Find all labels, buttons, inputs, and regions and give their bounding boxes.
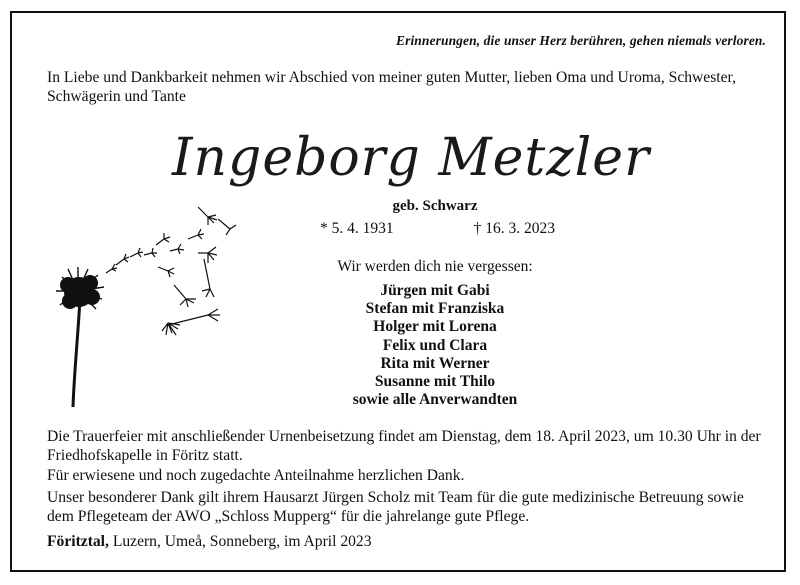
mourner-item: Jürgen mit Gabi (380, 282, 490, 299)
place-name: Föritztal, (47, 533, 109, 550)
thanks-text: Für erwiesene und noch zugedachte Anteilnahme herzlichen Dank. (47, 467, 465, 484)
mourner-item: Susanne mit Thilo (374, 373, 496, 391)
mourner-item: sowie alle Anverwandten (352, 391, 518, 409)
motto: Erinnerungen, die unser Herz berühren, gehen niemals verloren. (395, 33, 766, 48)
mourner-item: Felix und Clara (382, 336, 488, 354)
never-forget-line: Wir werden dich nie vergessen: (337, 258, 533, 275)
intro-text: In Liebe und Dankbarkeit nehmen wir Abschied von meiner guten Mutter, lieben Oma und Uroma, Schwester, Schwägerin und Tante (47, 69, 737, 105)
death-date: † 16. 3. 2023 (473, 220, 555, 237)
locations-date: Luzern, Umeå, Sonneberg, im April 2023 (112, 533, 372, 550)
life-dates (320, 220, 555, 238)
mourner-item: Rita mit Werner (380, 354, 490, 372)
funeral-info: Die Trauerfeier mit anschließender Urnenbeisetzung findet am Dienstag, dem 18. April 2023, um 10.30 Uhr in der Friedhofskapelle in Föritz statt. (47, 428, 761, 464)
mourners-list (300, 282, 570, 409)
place-date-line (47, 532, 763, 551)
dandelion-icon (48, 195, 248, 410)
deceased-name: Ingeborg Metzler (172, 128, 650, 188)
mourner-item: Stefan mit Franziska (365, 300, 505, 318)
maiden-name: geb. Schwarz (392, 198, 478, 214)
special-thanks-text: Unser besonderer Dank gilt ihrem Hausarzt Jürgen Scholz mit Team für die gute medizinische Betreuung sowie dem Pflegeteam der AWO „Schloss Mupperg“ für die jahrelange gute Pflege. (47, 489, 744, 525)
birth-date: * 5. 4. 1931 (320, 220, 394, 237)
mourner-item: Holger mit Lorena (373, 318, 497, 336)
